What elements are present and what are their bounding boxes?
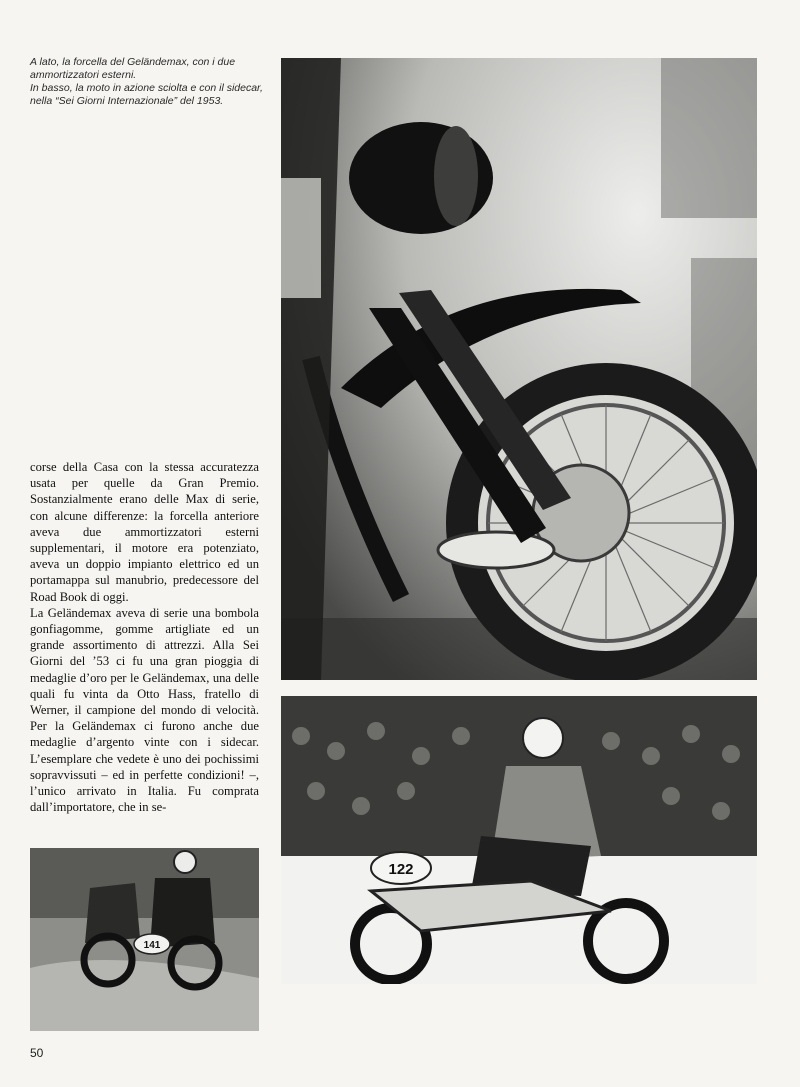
race-action-illustration — [281, 696, 757, 984]
caption-line-1: A lato, la forcella del Geländemax, con i due ammortizzatori esterni. — [30, 56, 236, 81]
front-fork-wheel-illustration — [281, 58, 757, 680]
article-paragraph-1: corse della Casa con la stessa accuratezza usata per quelle da Gran Premio. Sostanzialmente erano delle Max di serie, con alcune differenze: la forcella anteriore aveva due ammortizzatori esterni supplementari, il motore era potenziato, aveva un doppio impianto elettrico ed un portamappa sul manubrio, predecessore del Road Book di oggi. — [30, 460, 259, 604]
article-paragraph-2: La Geländemax aveva di serie una bombola gonfiagomme, gomme artigliate ed un grande assortimento di attrezzi. Alla Sei Giorni del ’53 ci fu una gran pioggia di medaglie d’oro per le Geländemax, una delle quali fu vinta da Otto Hass, fratello di Werner, il campione del mondo di velocità. Per la Geländemax ci furono anche due medaglie d’argento vinte con i sidecar. L’esemplare che vedete è uno dei pochissimi sopravvissuti – ed in perfette condizioni! –, l’unico arrivato in Italia. Fu comprata dall’importatore, che in se- — [30, 605, 259, 815]
caption-line-2: In basso, la moto in azione sciolta e con il sidecar, nella “Sei Giorni Internazionale” del 1953. — [30, 82, 263, 107]
page-number: 50 — [30, 1046, 44, 1060]
race-number-plate: 122 — [388, 861, 414, 878]
sidecar-action-photo — [30, 848, 259, 1031]
race-action-photo — [281, 696, 757, 984]
front-fork-wheel-photo — [281, 58, 757, 680]
article-body — [30, 459, 259, 815]
sidecar-number-plate: 141 — [143, 940, 161, 951]
sidecar-action-illustration — [30, 848, 259, 1031]
photo-caption — [30, 56, 270, 108]
